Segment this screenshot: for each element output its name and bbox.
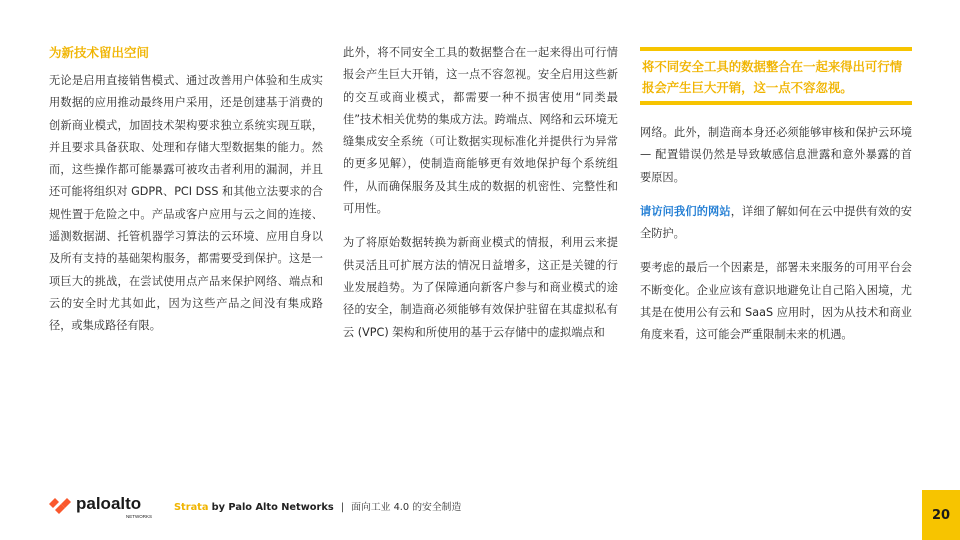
column-2 [343, 42, 618, 356]
column3-paragraph-3: 要考虑的最后一个因素是，部署未来服务的可用平台会不断变化。企业应该有意识地避免让自己陷入困境，尤其是在使用公有云和 SaaS 应用时，因为从技术和商业角度来看，这可能会严重限制未来的机遇。 [640, 261, 912, 342]
column-3 [640, 122, 912, 359]
column3-paragraph-2 [640, 201, 912, 246]
pull-quote-text: 将不同安全工具的数据整合在一起来得出可行情报会产生巨大开销，这一点不容忽视。 [642, 59, 903, 95]
footer-strata: Strata [174, 502, 209, 513]
website-link[interactable]: 请访问我们的网站 [640, 204, 731, 218]
footer-separator: | [340, 502, 345, 513]
column3-paragraph-1: 网络。此外，制造商本身还必须能够审核和保护云环境 — 配置错误仍然是导致敏感信息泄露和意外暴露的首要原因。 [640, 126, 912, 184]
link-followup-text: ，详细了解如何在云中提供有效的安全防护。 [640, 204, 912, 241]
logo-subtext: NETWORKS [126, 514, 153, 519]
footer-doc-title: 面向工业 4.0 的安全制造 [351, 502, 462, 513]
footer-caption [174, 499, 461, 513]
footer-by: by Palo Alto Networks [211, 502, 334, 513]
logo-wordmark: paloalto [76, 494, 142, 513]
paloalto-logo-mark-icon [49, 494, 161, 520]
column1-paragraph: 无论是启用直接销售模式、通过改善用户体验和生成实用数据的应用推动最终用户采用，还是创建基于消费的创新商业模式，加固技术架构要求独立系统实现互联，并且要求具备获取、处理和存储大型数据集的能力。然而，这些操作都可能暴露可被攻击者利用的漏洞，并且还可能将组织对 GDPR、PCI DSS 和其他立法要求的合规性置于危险之中。产品或客户应用与云之间的连接、遥测数据湖、托管机器学习算法的云环境、应用自身以及所有支持的基础架构服务，都需要受到保护。这是一项巨大的挑战，在尝试使用点产品来保护网络、端点和云的安全时尤其如此，因为这些产品之间没有集成路径，或集成路径有限。 [49, 74, 323, 333]
column2-paragraph-1: 此外，将不同安全工具的数据整合在一起来得出可行情报会产生巨大开销，这一点不容忽视。安全启用这些新的交互或商业模式，都需要一种不损害使用“同类最佳”技术相关优势的集成方法。跨端点、网络和云环境无缝集成安全系统（可让数据实现标准化并提供行为异常的更多见解），使制造商能够更有效地保护每个系统组件，从而确保服务及其生成的数据的机密性、完整性和可用性。 [343, 46, 618, 216]
paloalto-logo [49, 494, 161, 518]
page-number: 20 [931, 507, 951, 523]
column2-paragraph-2: 为了将原始数据转换为新商业模式的情报，利用云来提供灵活且可扩展方法的情况日益增多，这正是关键的行业发展趋势。为了保障通向新客户参与和商业模式的途径的安全，制造商必须能够有效保护驻留在其虚拟私有云 (VPC) 架构和所使用的基于云存储中的虚拟端点和 [343, 236, 618, 339]
column-1 [49, 42, 323, 350]
page-number-box [922, 490, 960, 540]
pull-quote [640, 47, 912, 105]
section-heading: 为新技术留出空间 [49, 45, 150, 60]
